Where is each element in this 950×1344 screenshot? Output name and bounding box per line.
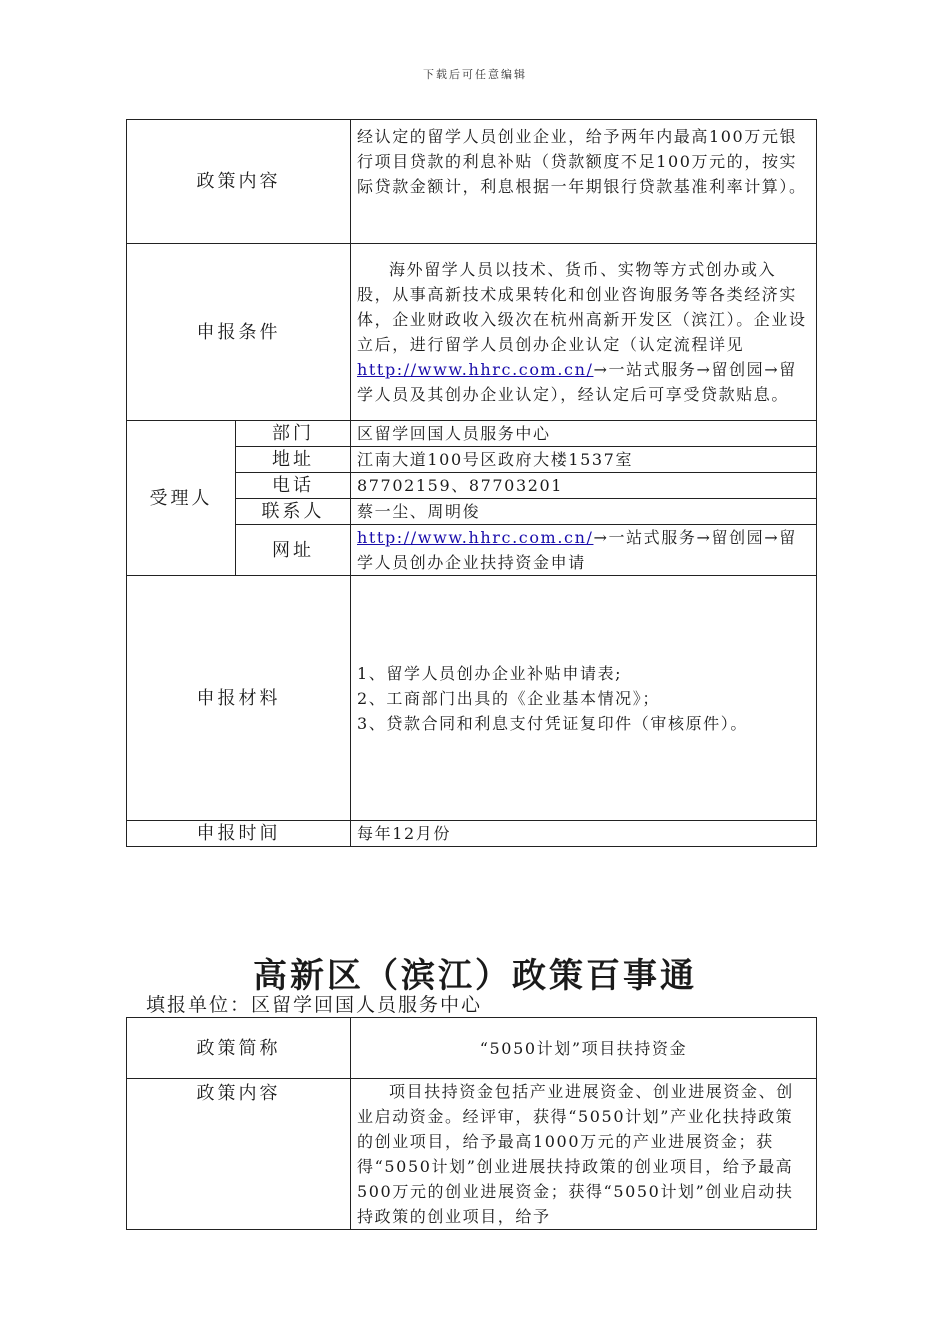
phone-value: 87702159、87703201 [351, 473, 817, 499]
row-conditions [127, 244, 817, 421]
policy-content-value: 经认定的留学人员创业企业，给予两年内最高100万元银行项目贷款的利息补贴（贷款额度不足100万元的，按实际贷款金额计，利息根据一年期银行贷款基准利率计算）。 [351, 120, 817, 244]
department-value: 区留学回国人员服务中心 [351, 421, 817, 447]
conditions-text: 海外留学人员以技术、货币、实物等方式创办或入股，从事高新技术成果转化和创业咨询服务等各类经济实体，企业财政收入级次在杭州高新开发区（滨江）。企业设立后，进行留学人员创办企业认定（认定流程详见 [357, 260, 807, 354]
row-policy-content [127, 120, 817, 244]
contact-value: 蔡一尘、周明俊 [351, 499, 817, 525]
contact-label: 联系人 [236, 499, 351, 525]
website-path: →一站式服务→留创园→留学人员创办企业扶持资金申请 [357, 528, 797, 572]
policy-content-label-2: 政策内容 [127, 1079, 351, 1230]
policy-table-2 [126, 1017, 817, 1230]
policy-table-1 [126, 119, 817, 847]
handler-label: 受理人 [127, 421, 236, 576]
website-link[interactable]: http://www.hhrc.com.cn/ [357, 528, 594, 547]
conditions-text-after: →一站式服务→留创园→留学人员及其创办企业认定），经认定后可享受贷款贴息。 [357, 360, 797, 404]
phone-label: 电话 [236, 473, 351, 499]
department-label: 部门 [236, 421, 351, 447]
website-label: 网址 [236, 525, 351, 576]
website-value [351, 525, 817, 576]
policy-name-label: 政策简称 [127, 1018, 351, 1079]
conditions-value [351, 244, 817, 421]
policy-content-value-2: 项目扶持资金包括产业进展资金、创业进展资金、创业启动资金。经评审，获得“5050计划”产业化扶持政策的创业项目，给予最高1000万元的产业进展资金；获得“5050计划”创业进展扶持政策的创业项目，给予最高500万元的创业进展资金；获得“5050计划”创业启动扶持政策的创业项目，给予 [351, 1079, 817, 1230]
materials-value [351, 576, 817, 821]
address-label: 地址 [236, 447, 351, 473]
material-item: 1、留学人员创办企业补贴申请表; [357, 663, 623, 683]
row-materials [127, 576, 817, 821]
document-title: 高新区（滨江）政策百事通 [253, 956, 697, 996]
page-header-note: 下载后可任意编辑 [423, 68, 527, 81]
apply-time-label: 申报时间 [127, 821, 351, 847]
row-policy-content-2 [127, 1079, 817, 1230]
material-item: 3、贷款合同和利息支付凭证复印件（审核原件）。 [357, 713, 748, 733]
row-department [127, 421, 817, 447]
policy-content-label: 政策内容 [127, 120, 351, 244]
materials-label: 申报材料 [127, 576, 351, 821]
filling-unit: 填报单位：区留学回国人员服务中心 [146, 994, 483, 1016]
address-value: 江南大道100号区政府大楼1537室 [351, 447, 817, 473]
apply-time-value: 每年12月份 [351, 821, 817, 847]
conditions-link[interactable]: http://www.hhrc.com.cn/ [357, 360, 594, 379]
material-item: 2、工商部门出具的《企业基本情况》； [357, 688, 660, 708]
policy-name-value: “5050计划”项目扶持资金 [351, 1018, 817, 1079]
conditions-label: 申报条件 [127, 244, 351, 421]
row-policy-name [127, 1018, 817, 1079]
row-apply-time [127, 821, 817, 847]
